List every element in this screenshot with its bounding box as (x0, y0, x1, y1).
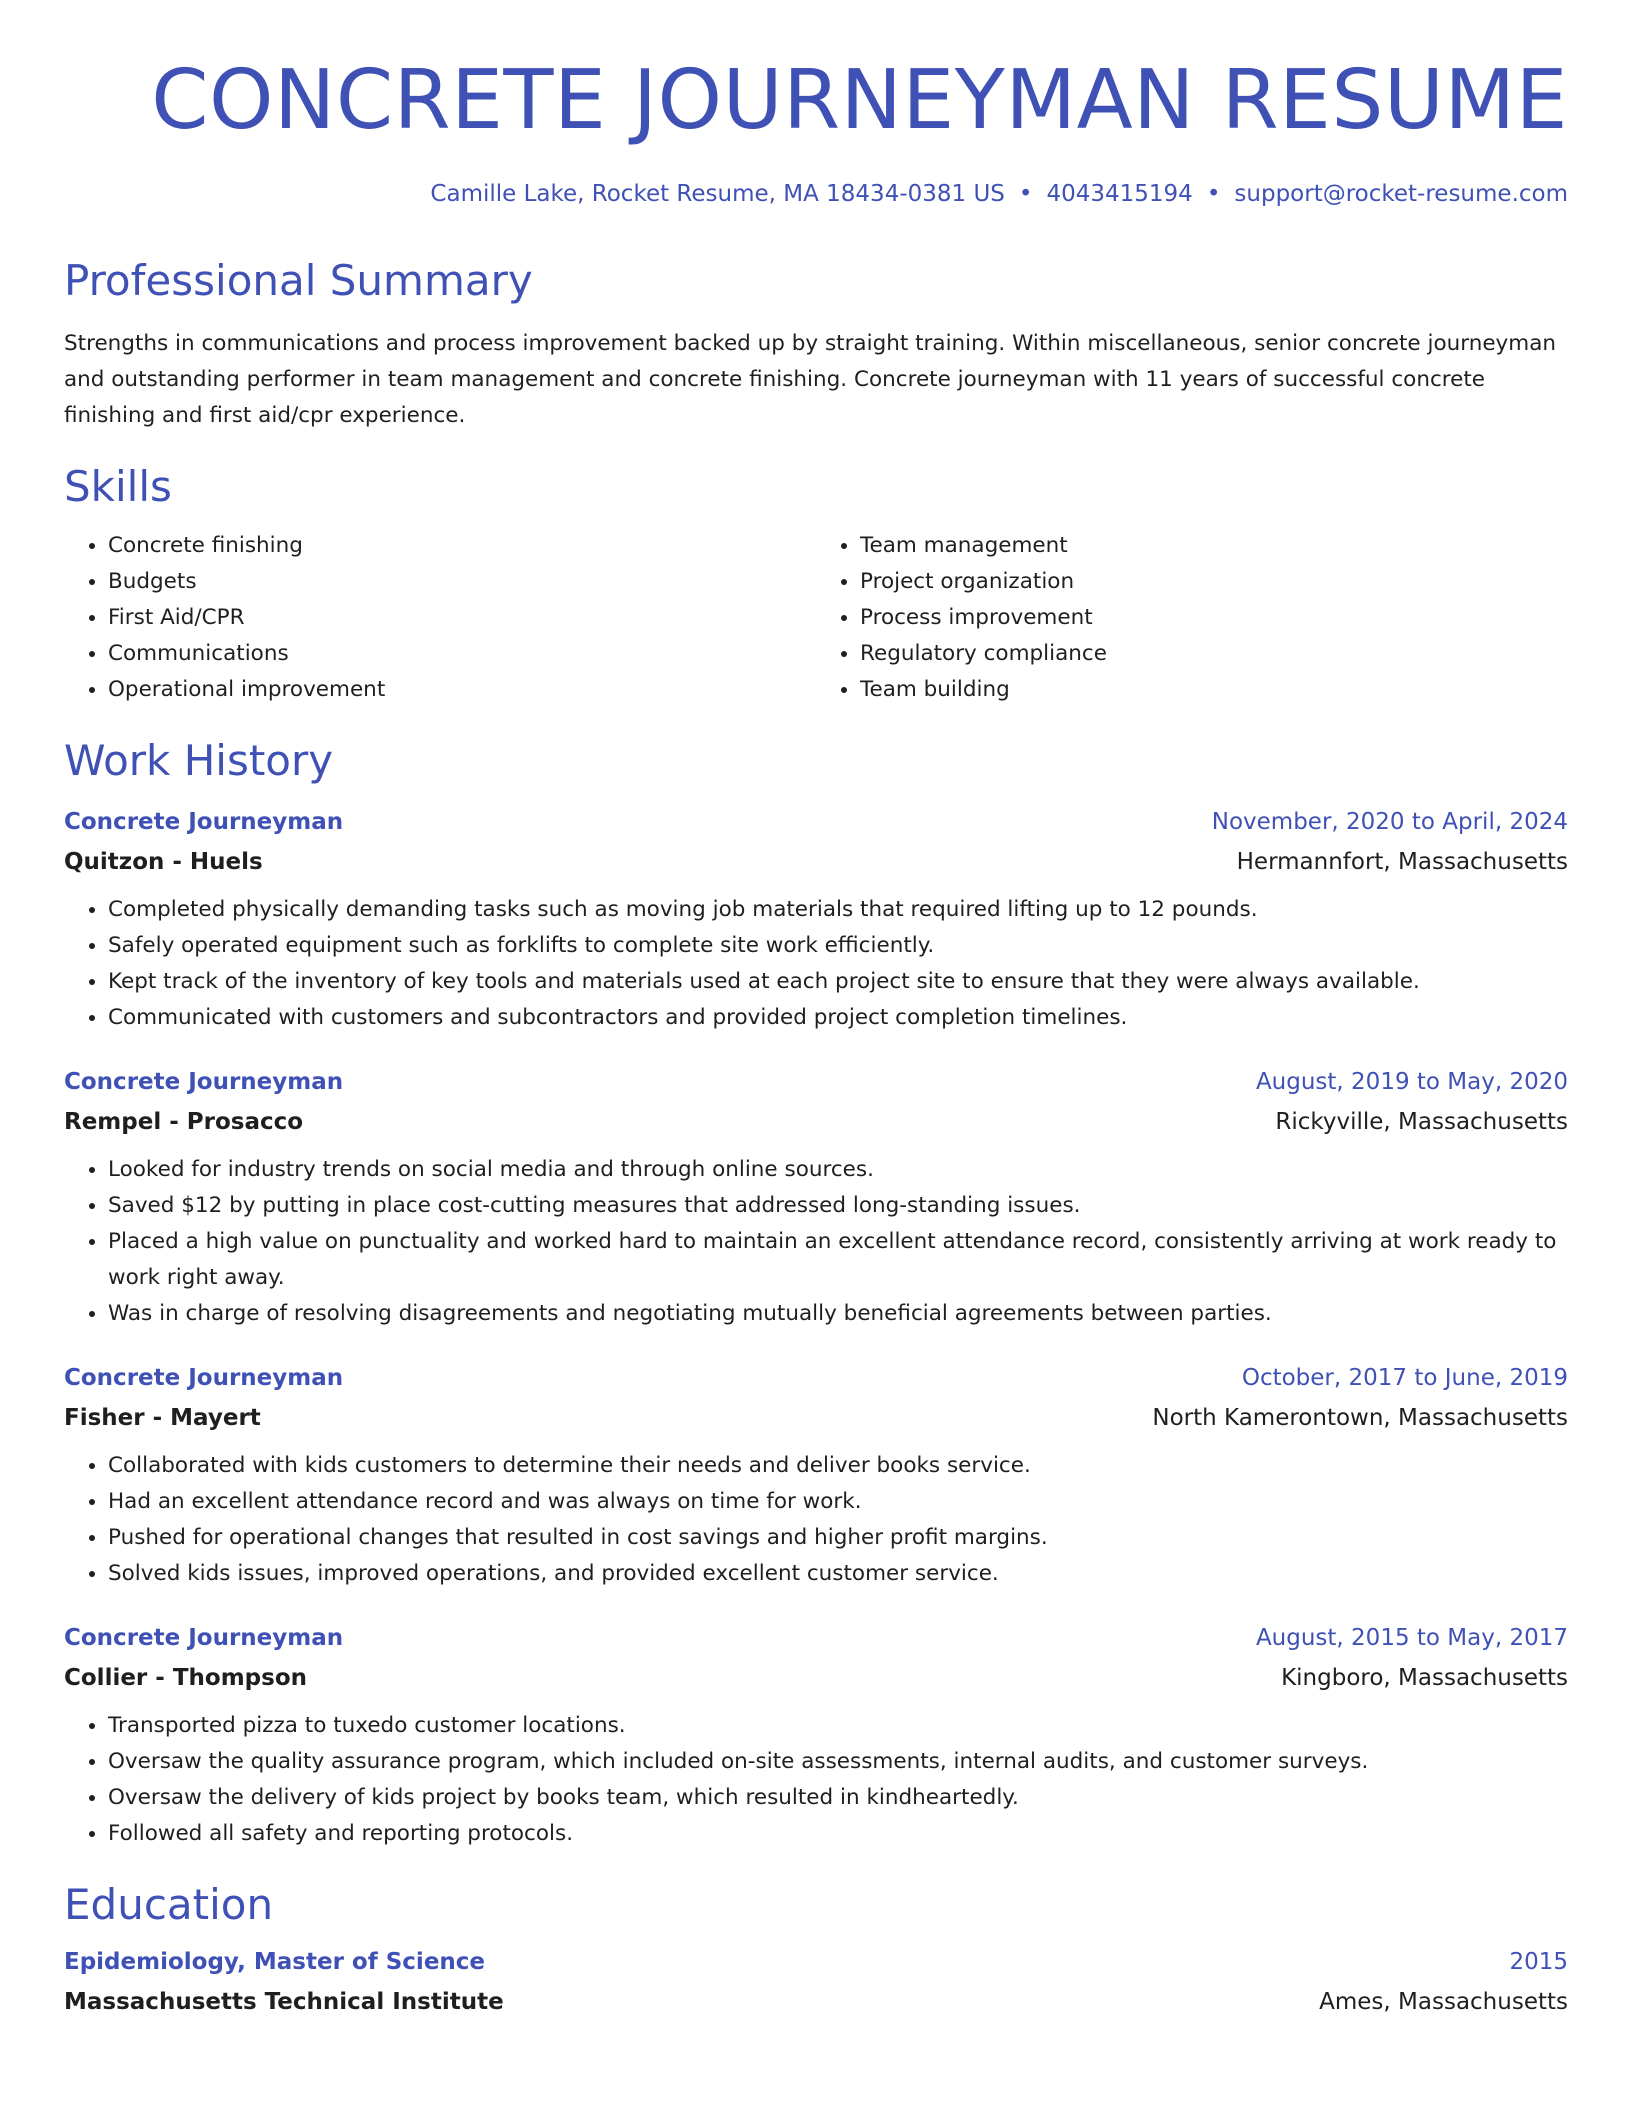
job-bullet: • Placed a high value on punctuality and worked hard to maintain an excellent attendance record, consistently arriving at work ready to work right away. (108, 1224, 1568, 1296)
job-bullet: • Oversaw the quality assurance program, which included on-site assessments, internal audits, and customer surveys. (108, 1744, 1568, 1780)
job-dates: November, 2020 to April, 2024 (1211, 809, 1568, 835)
skill-item: • Regulatory compliance (860, 636, 1568, 672)
skill-item: • Team building (860, 672, 1568, 708)
job-dates: August, 2015 to May, 2017 (1255, 1625, 1568, 1651)
skills-column-left (64, 528, 816, 708)
job-employer: Fisher - Mayert (64, 1405, 261, 1431)
summary-heading: Professional Summary (64, 256, 533, 305)
skill-item: • Team management (860, 528, 1568, 564)
job-employer: Rempel - Prosacco (64, 1109, 304, 1135)
job-employer: Quitzon - Huels (64, 849, 263, 875)
skill-item: • Project organization (860, 564, 1568, 600)
skill-item: • Operational improvement (108, 672, 816, 708)
job-location: North Kamerontown, Massachusetts (1152, 1405, 1568, 1431)
job-entry (64, 1062, 1568, 1332)
job-bullet: • Was in charge of resolving disagreements and negotiating mutually beneficial agreements between parties. (108, 1296, 1568, 1332)
job-title: Concrete Journeyman (64, 1625, 344, 1651)
skill-item: • Communications (108, 636, 816, 672)
job-title: Concrete Journeyman (64, 1365, 344, 1391)
contact-address: Camille Lake, Rocket Resume, MA 18434-0381 US (430, 181, 1005, 207)
skill-item: • Process improvement (860, 600, 1568, 636)
job-entry (64, 802, 1568, 1036)
job-bullet: • Safely operated equipment such as forklifts to complete site work efficiently. (108, 928, 1568, 964)
job-title: Concrete Journeyman (64, 809, 344, 835)
job-title: Concrete Journeyman (64, 1069, 344, 1095)
graduation-year: 2015 (1509, 1949, 1568, 1975)
job-bullet: • Pushed for operational changes that resulted in cost savings and higher profit margins. (108, 1520, 1568, 1556)
separator-dot: • (1206, 181, 1221, 207)
skills-column-right (816, 528, 1568, 708)
education-entry (64, 1942, 1568, 2022)
school-location: Ames, Massachusetts (1319, 1989, 1568, 2015)
skills-list (64, 528, 1568, 708)
job-bullet: • Saved $12 by putting in place cost-cutting measures that addressed long-standing issues. (108, 1188, 1568, 1224)
degree-title: Epidemiology, Master of Science (64, 1949, 486, 1975)
contact-email[interactable]: support@rocket-resume.com (1234, 181, 1568, 207)
education-heading: Education (64, 1880, 274, 1929)
work-history-heading: Work History (64, 736, 334, 785)
summary-text: Strengths in communications and process improvement backed up by straight training. Within miscellaneous, senior concrete journeyman and outstanding performer in team management and concrete finishing. Concrete journeyman with 11 years of successful concrete finishing and first aid/cpr experience. (64, 331, 1557, 428)
school-name: Massachusetts Technical Institute (64, 1989, 504, 2015)
job-bullet: • Had an excellent attendance record and was always on time for work. (108, 1484, 1568, 1520)
job-dates: October, 2017 to June, 2019 (1241, 1365, 1568, 1391)
job-bullet: • Solved kids issues, improved operations, and provided excellent customer service. (108, 1556, 1568, 1592)
job-location: Kingboro, Massachusetts (1281, 1665, 1568, 1691)
job-bullet: • Transported pizza to tuxedo customer locations. (108, 1708, 1568, 1744)
job-bullet: • Followed all safety and reporting protocols. (108, 1816, 1568, 1852)
job-bullet: • Looked for industry trends on social media and through online sources. (108, 1152, 1568, 1188)
job-location: Rickyville, Massachusetts (1275, 1109, 1568, 1135)
job-bullet: • Collaborated with kids customers to determine their needs and deliver books service. (108, 1448, 1568, 1484)
resume-title: CONCRETE JOURNEYMAN RESUME (151, 53, 1568, 148)
skill-item: • First Aid/CPR (108, 600, 816, 636)
job-entry (64, 1358, 1568, 1592)
job-employer: Collier - Thompson (64, 1665, 307, 1691)
job-entry (64, 1618, 1568, 1852)
job-dates: August, 2019 to May, 2020 (1255, 1069, 1568, 1095)
skills-heading: Skills (64, 462, 172, 511)
job-bullet: • Communicated with customers and subcontractors and provided project completion timelines. (108, 1000, 1568, 1036)
job-bullet: • Kept track of the inventory of key tools and materials used at each project site to ensure that they were always available. (108, 964, 1568, 1000)
contact-line (64, 178, 1568, 210)
contact-phone: 4043415194 (1046, 181, 1193, 207)
job-bullet: • Oversaw the delivery of kids project by books team, which resulted in kindheartedly. (108, 1780, 1568, 1816)
skill-item: • Concrete finishing (108, 528, 816, 564)
job-location: Hermannfort, Massachusetts (1236, 849, 1568, 875)
separator-dot: • (1018, 181, 1033, 207)
job-bullet: • Completed physically demanding tasks such as moving job materials that required lifting up to 12 pounds. (108, 892, 1568, 928)
skill-item: • Budgets (108, 564, 816, 600)
